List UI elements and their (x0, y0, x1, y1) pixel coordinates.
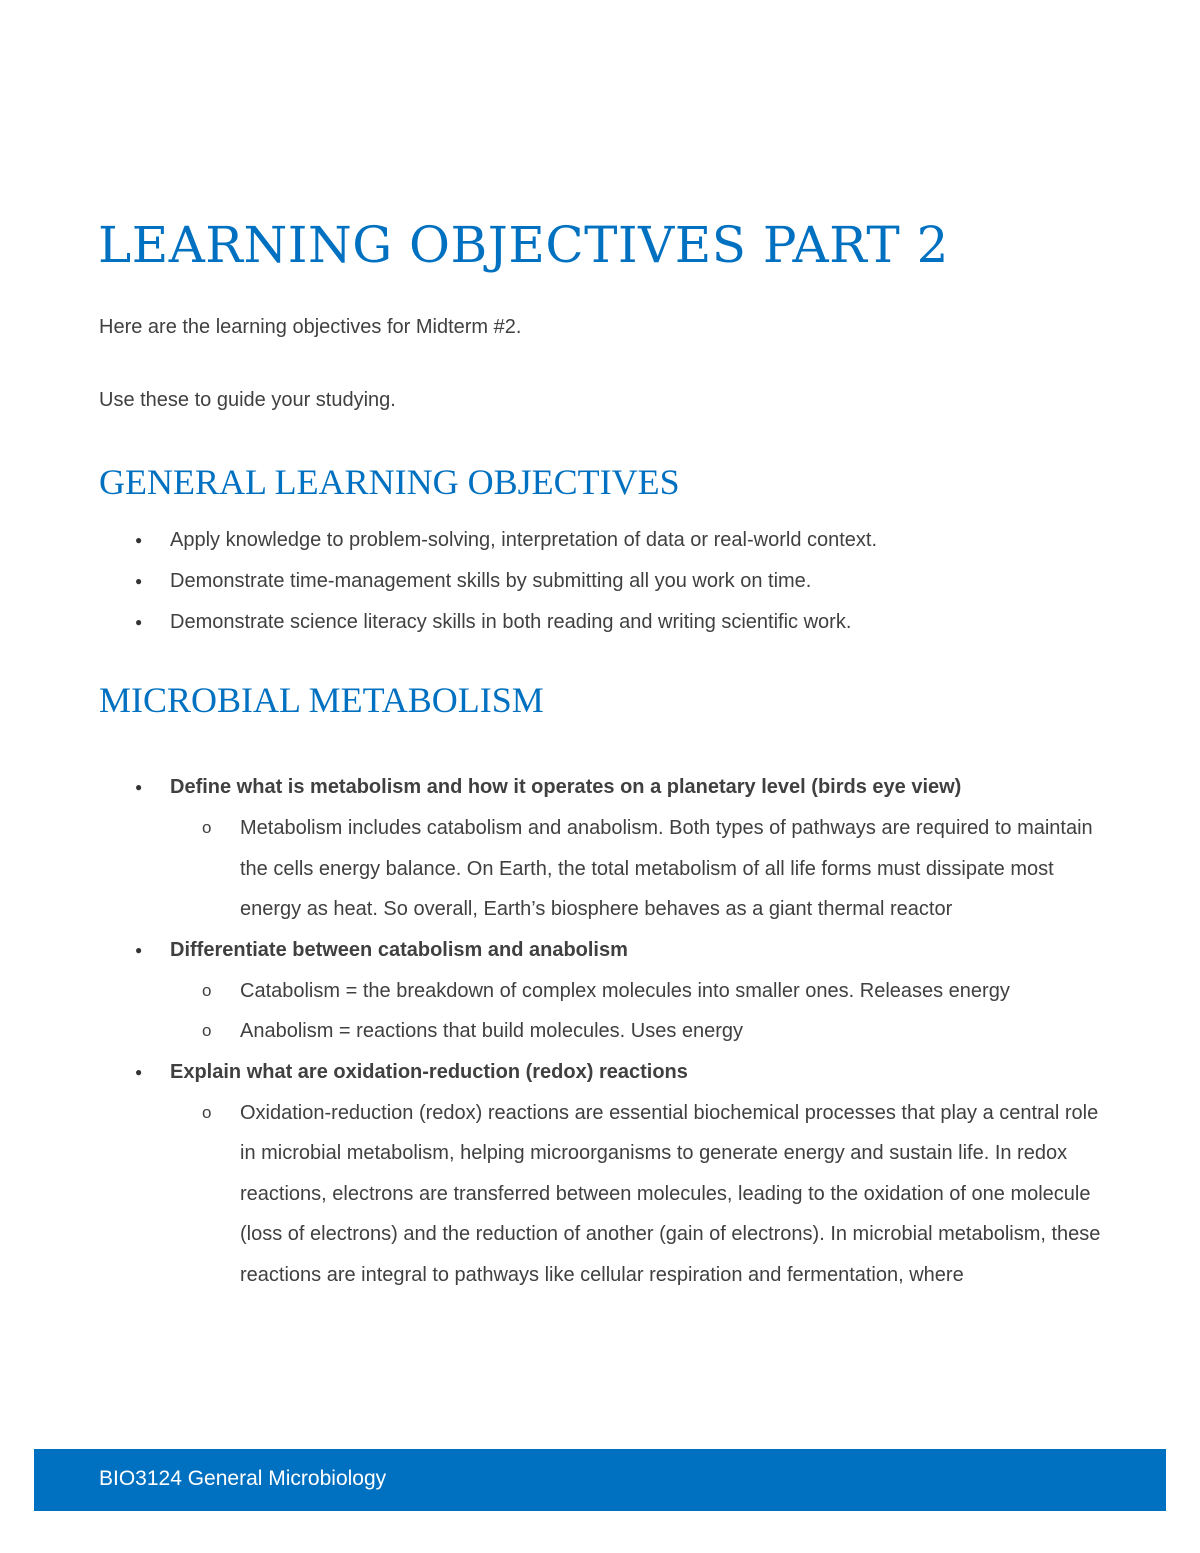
bullet-icon: ● (135, 574, 143, 588)
objective-detail-text: Metabolism includes catabolism and anabolism. Both types of pathways are required to maintain the cells energy balance. On Earth, the total metabolism of all life forms must dissipate most energy as heat. So overall, Earth’s biosphere behaves as a giant thermal reactor (240, 817, 1093, 920)
footer-course-label: BIO3124 General Microbiology (99, 1467, 387, 1490)
list-item-text: Demonstrate science literacy skills in both reading and writing scientific work. (170, 611, 852, 633)
intro-line: Use these to guide your studying. (99, 389, 396, 411)
objective-detail (0, 808, 1200, 930)
objective-item (0, 1052, 1200, 1093)
objective-text: Differentiate between catabolism and anabolism (170, 938, 628, 961)
general-objectives-list (0, 520, 1200, 643)
list-item (0, 602, 1200, 643)
objective-detail (0, 1011, 1200, 1052)
list-item-text: Apply knowledge to problem-solving, interpretation of data or real-world context. (170, 529, 878, 551)
sub-bullet-icon: o (202, 980, 212, 1000)
list-item (0, 520, 1200, 561)
objective-detail (0, 1093, 1200, 1296)
page-title: LEARNING OBJECTIVES PART 2 (98, 216, 949, 274)
objective-text: Define what is metabolism and how it operates on a planetary level (birds eye view) (170, 776, 962, 798)
section-heading-general: GENERAL LEARNING OBJECTIVES (99, 462, 680, 502)
objective-detail (0, 971, 1200, 1012)
sub-bullet-icon: o (202, 1102, 212, 1122)
bullet-icon: ● (135, 942, 143, 957)
objective-detail-text: Oxidation-reduction (redox) reactions are essential biochemical processes that play a central role in microbial metabolism, helping microorganisms to generate energy and sustain life. In redox reactions, electrons are transferred between molecules, leading to the oxidation of one molecule (loss of electrons) and the reduction of another (gain of electrons). In microbial metabolism, these reactions are integral to pathways like cellular respiration and fermentation, where (240, 1101, 1101, 1286)
bullet-icon: ● (135, 1064, 143, 1079)
section-heading-metabolism: MICROBIAL METABOLISM (99, 680, 544, 720)
metabolism-objectives-list (0, 767, 1200, 1295)
intro-line: Here are the learning objectives for Midterm #2. (99, 316, 522, 338)
objective-detail-text: Catabolism = the breakdown of complex molecules into smaller ones. Releases energy (240, 979, 1010, 1002)
bullet-icon: ● (135, 780, 143, 794)
objective-item (0, 930, 1200, 971)
list-item-text: Demonstrate time-management skills by submitting all you work on time. (170, 570, 812, 592)
sub-bullet-icon: o (202, 818, 212, 837)
bullet-icon: ● (135, 533, 143, 547)
page-footer (34, 1449, 1166, 1511)
bullet-icon: ● (135, 615, 143, 629)
objective-text: Explain what are oxidation-reduction (redox) reactions (170, 1060, 688, 1083)
sub-bullet-icon: o (202, 1021, 212, 1040)
objective-item (0, 767, 1200, 808)
list-item (0, 561, 1200, 602)
objective-detail-text: Anabolism = reactions that build molecules. Uses energy (240, 1020, 744, 1042)
